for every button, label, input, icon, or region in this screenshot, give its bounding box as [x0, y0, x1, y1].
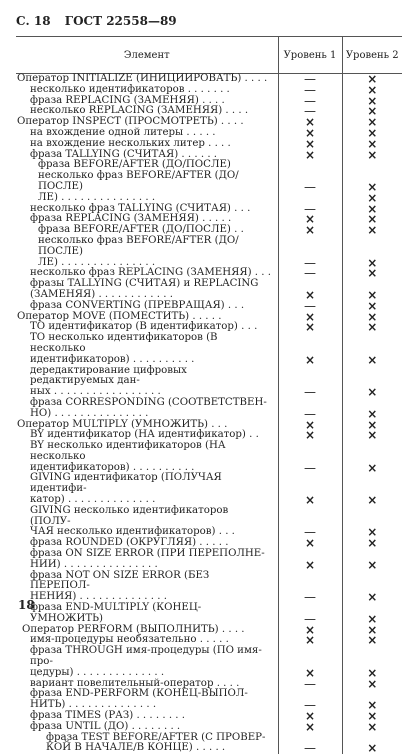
cross-mark: × — [304, 633, 316, 648]
cross-mark: × — [367, 557, 378, 572]
dash-mark: — — [304, 460, 316, 475]
page-number: 18 — [18, 598, 35, 612]
level-2-cell — [342, 571, 402, 593]
table-row — [16, 139, 402, 150]
element-cell: на вхождение нескольких литер . . . . — [30, 137, 231, 149]
levels-table — [16, 36, 402, 754]
cross-mark: × — [304, 536, 316, 551]
cross-mark: × — [367, 255, 378, 270]
level-1-cell — [278, 441, 342, 463]
level-1-cell — [278, 171, 342, 193]
level-2-cell — [342, 430, 402, 441]
level-1-cell — [278, 538, 342, 549]
column-header-level-2: Уровень 2 — [342, 37, 402, 74]
level-2-cell — [342, 352, 402, 367]
cross-mark: × — [304, 147, 316, 162]
element-cell: катор) . . . . . . . . . . . . . . — [30, 494, 156, 506]
level-1-cell — [278, 352, 342, 367]
level-2-cell — [342, 147, 402, 162]
level-1-cell — [278, 719, 342, 734]
cross-mark: × — [367, 82, 378, 97]
element-cell: фраза THROUGH имя-процедуры (ПО имя-про- — [30, 645, 262, 668]
table-row — [16, 171, 402, 193]
level-2-cell — [342, 676, 402, 691]
element-cell: идентификаторов) . . . . . . . . . . — [30, 461, 195, 473]
cross-mark: × — [367, 352, 378, 367]
element-cell: TO несколько идентификаторов (В несколько — [30, 332, 218, 354]
table-row — [16, 355, 402, 366]
table-row — [16, 506, 402, 528]
element-cell: TO идентификатор (В идентификатор) . . . — [30, 321, 258, 333]
dash-mark: — — [304, 255, 316, 270]
cross-mark: × — [304, 709, 316, 724]
element-cell: дередактирование цифровых редактируемых дан- — [30, 364, 187, 387]
cross-mark: × — [367, 676, 378, 691]
cross-mark: × — [304, 665, 316, 680]
level-1-cell — [278, 676, 342, 691]
dash-mark: — — [304, 82, 316, 97]
table-row — [16, 571, 402, 593]
element-cell: несколько фраз REPLACING (ЗАМЕНЯЯ) . . . — [30, 267, 271, 279]
element-cell: имя-процедуры необязательно . . . . . — [30, 634, 229, 646]
table-row — [16, 625, 402, 636]
table-row — [16, 473, 402, 495]
table-row — [16, 333, 402, 355]
level-2-cell — [342, 387, 402, 398]
dash-mark: — — [304, 93, 316, 108]
level-2-cell — [342, 635, 402, 646]
table-row — [16, 743, 402, 754]
cross-mark: × — [367, 212, 378, 227]
element-cell: фраза NOT ON SIZE ERROR (БЕЗ ПЕРЕПОЛ- — [30, 569, 210, 592]
element-cell: Оператор MOVE (ПОМЕСТИТЬ) . . . . . — [17, 310, 222, 322]
cross-mark: × — [304, 115, 316, 130]
cross-mark: × — [367, 136, 378, 151]
element-cell: (ЗАМЕНЯЯ) . . . . . . . . . . . . — [30, 288, 173, 300]
level-1-cell — [278, 743, 342, 754]
level-1-cell — [278, 506, 342, 528]
element-cell: Оператор MULTIPLY (УМНОЖИТЬ) . . . — [17, 418, 228, 430]
element-cell: BY несколько идентификаторов (НА несколько — [30, 440, 226, 462]
level-1-cell — [278, 268, 342, 279]
cross-mark: × — [304, 557, 316, 572]
level-1-cell — [278, 557, 342, 572]
element-cell: НО) . . . . . . . . . . . . . . . — [30, 407, 149, 419]
table-row — [16, 193, 402, 204]
cross-mark: × — [367, 719, 378, 734]
cross-mark: × — [367, 309, 378, 324]
element-cell: фраза REPLACING (ЗАМЕНЯЯ) . . . . . — [30, 213, 232, 225]
element-cell: GIVING идентификатор (ПОЛУЧАЯ идентифи- — [30, 472, 222, 495]
element-cell: Оператор INITIALIZE (ИНИЦИИРОВАТЬ) . . . . — [17, 73, 268, 84]
cross-mark: × — [367, 698, 378, 713]
level-2-cell — [342, 603, 402, 625]
cross-mark: × — [304, 223, 316, 238]
cross-mark: × — [367, 460, 378, 475]
cross-mark: × — [367, 665, 378, 680]
level-1-cell — [278, 160, 342, 171]
dash-mark: — — [304, 676, 316, 691]
cross-mark: × — [367, 320, 378, 335]
level-1-cell — [278, 147, 342, 162]
level-1-cell — [278, 387, 342, 398]
cross-mark: × — [304, 352, 316, 367]
cross-mark: × — [304, 417, 316, 432]
element-cell: фраза TIMES (РАЗ) . . . . . . . . — [30, 710, 186, 722]
table-row — [16, 409, 402, 420]
table-row — [16, 85, 402, 96]
dash-mark: — — [304, 385, 316, 400]
element-cell: ЛЕ) . . . . . . . . . . . . . . . — [38, 191, 156, 203]
level-2-cell — [342, 743, 402, 754]
element-cell: ЧАЯ несколько идентификаторов) . . . — [30, 526, 235, 538]
cross-mark: × — [367, 709, 378, 724]
level-1-cell — [278, 603, 342, 625]
element-cell: несколько REPLACING (ЗАМЕНЯЯ) . . . . — [30, 105, 249, 117]
table-row — [16, 722, 402, 733]
cross-mark: × — [367, 428, 378, 443]
cross-mark: × — [367, 525, 378, 540]
element-cell: фраза CONVERTING (ПРЕВРАЩАЯ) . . . — [30, 299, 245, 311]
level-1-cell — [278, 473, 342, 495]
element-cell: фраза ON SIZE ERROR (ПРИ ПЕРЕПОЛНЕ- — [30, 548, 265, 560]
table-row — [16, 366, 402, 388]
standard-number: ГОСТ 22558—89 — [64, 14, 177, 28]
table-row — [16, 646, 402, 668]
element-cell: НИТЬ) . . . . . . . . . . . . . . — [30, 699, 157, 711]
element-cell: фраза END-MULTIPLY (КОНЕЦ-УМНОЖИТЬ) — [30, 602, 202, 624]
cross-mark: × — [367, 493, 378, 508]
table-row — [16, 733, 402, 744]
level-2-cell — [342, 719, 402, 734]
table-row — [16, 711, 402, 722]
cross-mark: × — [367, 179, 378, 194]
element-cell: цедуры) . . . . . . . . . . . . . . — [30, 666, 165, 678]
level-2-cell — [342, 171, 402, 193]
dash-mark: — — [304, 266, 316, 281]
dash-mark: — — [304, 104, 316, 119]
element-cell: на вхождение одной литеры . . . . . — [30, 126, 216, 138]
cross-mark: × — [367, 125, 378, 140]
table-row — [16, 301, 402, 312]
element-cell: КОЙ В НАЧАЛЕ/В КОНЦЕ) . . . . . — [46, 742, 226, 754]
element-cell: фраза END-PERFORM (КОНЕЦ-ВЫПОЛ- — [30, 688, 248, 700]
cross-mark: × — [367, 287, 378, 302]
level-1-cell — [278, 460, 342, 475]
dash-mark: — — [304, 72, 316, 86]
dash-mark: — — [304, 179, 316, 194]
dash-mark: — — [304, 298, 316, 313]
cross-mark: × — [304, 212, 316, 227]
cross-mark: × — [367, 147, 378, 162]
element-cell: несколько идентификаторов . . . . . . . — [30, 83, 230, 95]
level-1-cell — [278, 635, 342, 646]
cross-mark: × — [367, 115, 378, 130]
level-1-cell — [278, 236, 342, 258]
cross-mark: × — [367, 590, 378, 605]
table-row — [16, 668, 402, 679]
cross-mark: × — [367, 93, 378, 108]
element-cell: вариант повелительный-оператор . . . . — [30, 677, 240, 689]
cross-mark: × — [367, 266, 378, 281]
level-2-cell — [342, 592, 402, 603]
table-row — [16, 635, 402, 646]
element-cell: фразы TALLYING (СЧИТАЯ) и REPLACING — [30, 278, 259, 290]
level-1-cell — [278, 322, 342, 333]
column-header-element: Элемент — [16, 37, 278, 74]
level-1-cell — [278, 225, 342, 236]
cross-mark: × — [304, 287, 316, 302]
level-2-cell — [342, 538, 402, 549]
level-2-cell — [342, 473, 402, 495]
table-row — [16, 441, 402, 463]
cross-mark: × — [304, 493, 316, 508]
level-2-cell — [342, 236, 402, 258]
cross-mark: × — [304, 719, 316, 734]
element-cell: НИИ) . . . . . . . . . . . . . . . — [30, 558, 158, 570]
element-cell: фраза UNTIL (ДО) . . . . . . . . — [30, 720, 181, 732]
page-header — [16, 14, 187, 28]
level-2-cell — [342, 506, 402, 528]
dash-mark: — — [304, 590, 316, 605]
cross-mark: × — [367, 201, 378, 216]
cross-mark: × — [367, 406, 378, 421]
level-2-cell — [342, 460, 402, 475]
element-cell: фраза BEFORE/AFTER (ДО/ПОСЛЕ) . . — [38, 224, 244, 236]
dash-mark: — — [304, 406, 316, 421]
level-1-cell — [278, 571, 342, 593]
cross-mark: × — [367, 72, 378, 86]
cross-mark: × — [367, 190, 378, 205]
table-row — [16, 603, 402, 625]
cross-mark: × — [367, 223, 378, 238]
dash-mark: — — [304, 525, 316, 540]
cross-mark: × — [304, 320, 316, 335]
cross-mark: × — [304, 309, 316, 324]
level-1-cell — [278, 366, 342, 388]
cross-mark: × — [367, 633, 378, 648]
element-cell: несколько фраз BEFORE/AFTER (ДО/ПОСЛЕ) — [38, 234, 239, 257]
element-cell: НЕНИЯ) . . . . . . . . . . . . . . — [30, 591, 167, 603]
table-row — [16, 236, 402, 258]
level-1-cell — [278, 646, 342, 668]
level-2-cell — [342, 322, 402, 333]
level-2-cell — [342, 495, 402, 506]
cross-mark: × — [367, 611, 378, 626]
dash-mark: — — [304, 741, 316, 755]
dash-mark: — — [304, 611, 316, 626]
level-1-cell — [278, 430, 342, 441]
level-2-cell — [342, 441, 402, 463]
cross-mark: × — [304, 136, 316, 151]
element-cell: идентификаторов) . . . . . . . . . . — [30, 353, 195, 365]
cross-mark: × — [367, 298, 378, 313]
cross-mark: × — [367, 741, 378, 755]
element-cell: ЛЕ) . . . . . . . . . . . . . . . — [38, 256, 156, 268]
dash-mark: — — [304, 201, 316, 216]
level-1-cell — [278, 495, 342, 506]
element-cell: фраза CORRESPONDING (СООТВЕТСТВЕН- — [30, 396, 267, 408]
element-cell: GIVING несколько идентификаторов (ПОЛУ- — [30, 504, 229, 527]
dash-mark: — — [304, 698, 316, 713]
element-cell: несколько фраз TALLYING (СЧИТАЯ) . . . — [30, 202, 251, 214]
page-label: С. 18 — [16, 14, 51, 28]
element-cell: фраза BEFORE/AFTER (ДО/ПОСЛЕ) — [38, 159, 231, 171]
element-cell: фраза TEST BEFORE/AFTER (С ПРОВЕР- — [46, 731, 266, 743]
element-cell: фраза REPLACING (ЗАМЕНЯЯ) . . . . — [30, 94, 225, 106]
cross-mark: × — [304, 428, 316, 443]
level-2-cell — [342, 268, 402, 279]
level-2-cell — [342, 366, 402, 388]
element-cell: фраза TALLYING (СЧИТАЯ) . . . . . . — [30, 148, 218, 160]
table-row — [16, 689, 402, 700]
table-row — [16, 679, 402, 690]
table-row — [16, 700, 402, 711]
element-cell: фраза ROUNDED (ОКРУГЛЯЯ) . . . . . — [30, 537, 229, 549]
cross-mark: × — [367, 536, 378, 551]
element-cell: BY идентификатор (НА идентификатор) . . — [30, 429, 259, 441]
element-cell: ных . . . . . . . . . . . . . . . . . — [30, 386, 161, 398]
table-header-row — [16, 37, 402, 74]
level-2-cell — [342, 333, 402, 355]
element-cell: Оператор INSPECT (ПРОСМОТРЕТЬ) . . . . — [17, 116, 244, 128]
cross-mark: × — [367, 385, 378, 400]
element-cell: Оператор PERFORM (ВЫПОЛНИТЬ) . . . . — [22, 623, 245, 635]
column-header-level-1: Уровень 1 — [278, 37, 342, 74]
cross-mark: × — [367, 104, 378, 119]
level-2-cell — [342, 225, 402, 236]
cross-mark: × — [367, 622, 378, 637]
level-2-cell — [342, 557, 402, 572]
cross-mark: × — [367, 417, 378, 432]
element-cell: несколько фраз BEFORE/AFTER (ДО/ПОСЛЕ) — [38, 170, 239, 192]
level-1-cell — [278, 333, 342, 355]
cross-mark: × — [304, 125, 316, 140]
cross-mark: × — [304, 622, 316, 637]
level-1-cell — [278, 592, 342, 603]
level-2-cell — [342, 160, 402, 171]
level-2-cell — [342, 646, 402, 668]
